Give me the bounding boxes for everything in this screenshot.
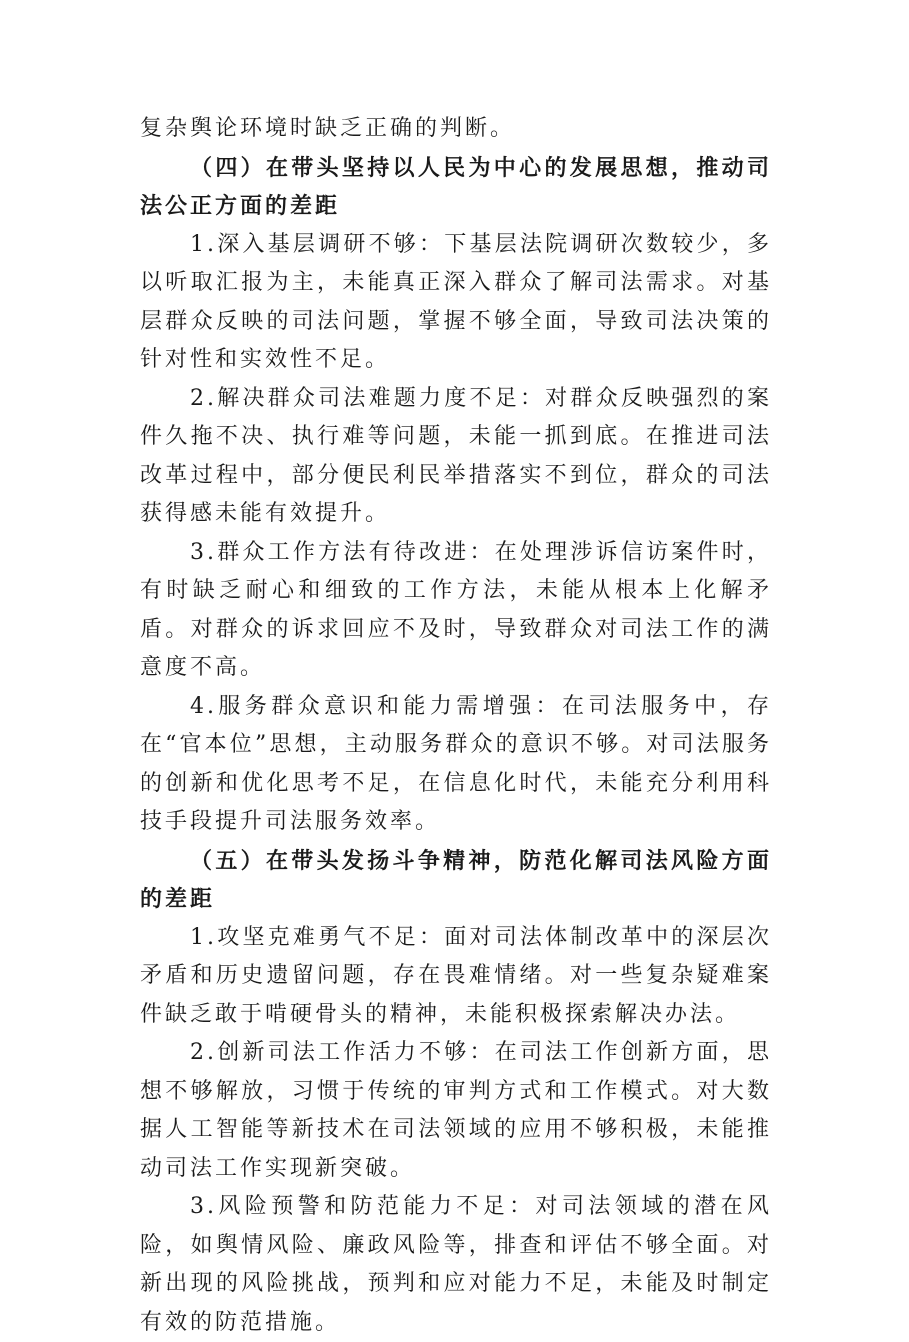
- paragraph-item: 2.解决群众司法难题力度不足：对群众反映强烈的案件久拖不决、执行难等问题，未能一抓到底。在推进司法改革过程中，部分便民利民举措落实不到位，群众的司法获得感未能有效提升。: [140, 385, 772, 526]
- paragraph-item: 2.创新司法工作活力不够：在司法工作创新方面，思想不够解放，习惯于传统的审判方式和工作模式。对大数据人工智能等新技术在司法领域的应用不够积极，未能推动司法工作实现新突破。: [140, 1040, 772, 1181]
- paragraph-item: 3.风险预警和防范能力不足：对司法领域的潜在风险，如舆情风险、廉政风险等，排查和评估不够全面。对新出现的风险挑战，预判和应对能力不足，未能及时制定有效的防范措施。: [140, 1194, 772, 1335]
- section-heading-five: （五）在带头发扬斗争精神，防范化解司法风险方面的差距: [140, 847, 772, 912]
- paragraph-item: 1.攻坚克难勇气不足：面对司法体制改革中的深层次矛盾和历史遗留问题，存在畏难情绪。对一些复杂疑难案件缺乏敢于啃硬骨头的精神，未能积极探索解决办法。: [140, 924, 772, 1027]
- paragraph-continuation: 复杂舆论环境时缺乏正确的判断。: [140, 116, 516, 141]
- paragraph-item: 3.群众工作方法有待改进：在处理涉诉信访案件时，有时缺乏耐心和细致的工作方法，未能从根本上化解矛盾。对群众的诉求回应不及时，导致群众对司法工作的满意度不高。: [140, 539, 772, 680]
- document-body: [140, 110, 772, 1342]
- paragraph-item: 1.深入基层调研不够：下基层法院调研次数较少，多以听取汇报为主，未能真正深入群众了解司法需求。对基层群众反映的司法问题，掌握不够全面，导致司法决策的针对性和实效性不足。: [140, 231, 772, 372]
- paragraph-item: 4.服务群众意识和能力需增强：在司法服务中，存在“官本位”思想，主动服务群众的意识不够。对司法服务的创新和优化思考不足，在信息化时代，未能充分利用科技手段提升司法服务效率。: [140, 693, 772, 834]
- section-heading-four: （四）在带头坚持以人民为中心的发展思想，推动司法公正方面的差距: [140, 154, 772, 219]
